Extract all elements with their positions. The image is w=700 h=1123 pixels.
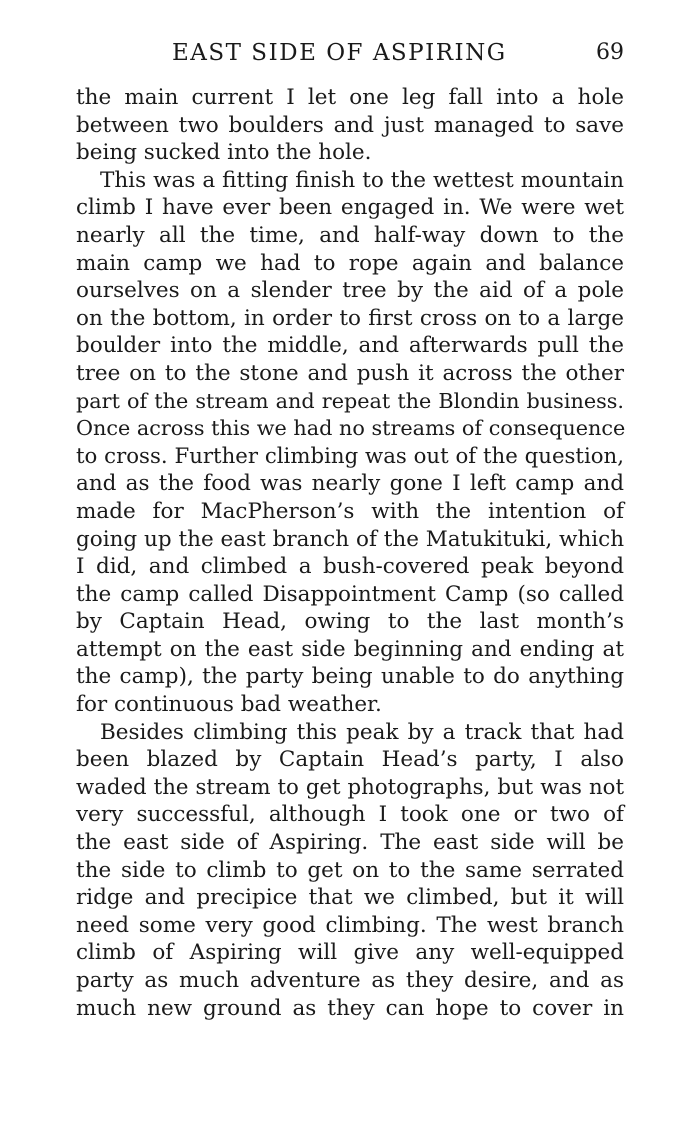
- text-line: going up the east branch of the Matukituki, which: [76, 526, 625, 552]
- text-line: the camp called Disappointment Camp (so called: [76, 581, 624, 607]
- text-line: made for MacPherson’s with the intention of: [76, 498, 624, 524]
- text-line: the side to climb to get on to the same serrated: [76, 857, 624, 883]
- text-line: part of the stream and repeat the Blondin business.: [76, 388, 624, 413]
- text-line: between two boulders and just managed to save: [76, 112, 624, 138]
- paragraph-first-line: Besides climbing this peak by a track that had: [100, 719, 624, 745]
- text-line: main camp we had to rope again and balance: [76, 250, 624, 276]
- text-line: need some very good climbing. The west branch: [76, 912, 624, 938]
- text-line: climb of Aspiring will give any well-equipped: [76, 940, 624, 966]
- text-line: the camp), the party being unable to do anything: [76, 664, 624, 690]
- text-line: been blazed by Captain Head’s party, I also: [76, 747, 624, 773]
- text-line: and as the food was nearly gone I left camp and: [76, 471, 624, 497]
- text-line: very successful, although I took one or two of: [76, 802, 624, 828]
- running-head: [76, 40, 626, 70]
- body-text: [76, 84, 624, 1022]
- running-title: EAST SIDE OF ASPIRING: [172, 40, 507, 66]
- paragraph-first-line: This was a fitting finish to the wettest mountain: [100, 167, 624, 193]
- text-line: climb I have ever been engaged in. We were wet: [76, 195, 624, 221]
- text-line: attempt on the east side beginning and ending at: [76, 636, 624, 662]
- text-line: I did, and climbed a bush-covered peak beyond: [76, 554, 624, 580]
- text-line: ourselves on a slender tree by the aid of a pole: [76, 278, 624, 304]
- text-line: to cross. Further climbing was out of the question,: [76, 443, 624, 469]
- text-line: tree on to the stone and push it across the other: [76, 360, 624, 386]
- text-line: being sucked into the hole.: [76, 140, 372, 166]
- text-line: the east side of Aspiring. The east side will be: [76, 830, 624, 856]
- text-line: party as much adventure as they desire, and as: [76, 968, 624, 993]
- text-line: by Captain Head, owing to the last month’s: [76, 609, 624, 635]
- text-line: for continuous bad weather.: [76, 692, 382, 718]
- text-line: nearly all the time, and half-way down to the: [76, 222, 624, 248]
- text-line: on the bottom, in order to first cross on to a large: [76, 305, 624, 331]
- text-line: much new ground as they can hope to cover in: [76, 995, 624, 1021]
- page-number: 69: [596, 40, 624, 65]
- text-line: ridge and precipice that we climbed, but it will: [76, 885, 624, 911]
- text-line: waded the stream to get photographs, but was not: [76, 774, 624, 800]
- text-line: Once across this we had no streams of consequence: [76, 416, 626, 441]
- text-line: the main current I let one leg fall into a hole: [76, 85, 624, 110]
- text-line: boulder into the middle, and afterwards pull the: [76, 333, 624, 359]
